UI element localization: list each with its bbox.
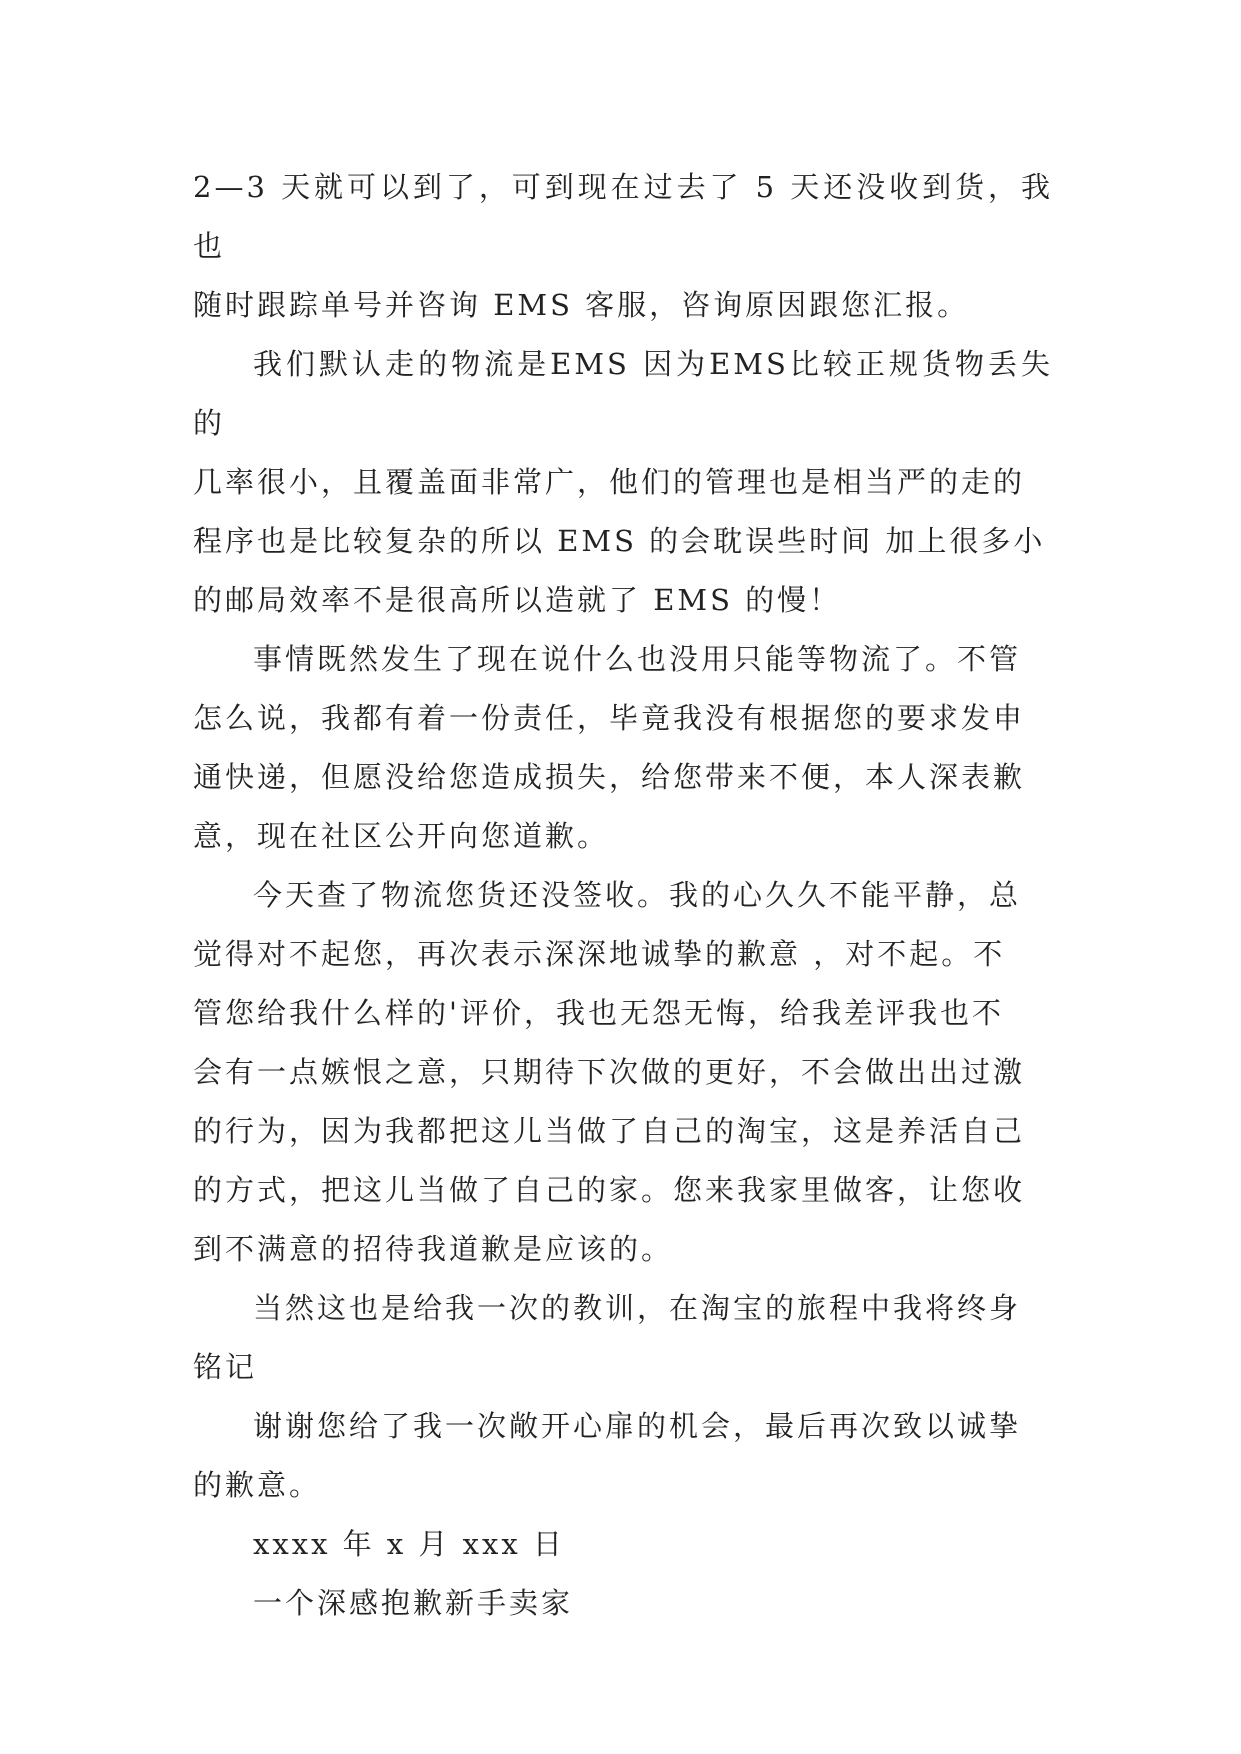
paragraph-3: 事情既然发生了现在说什么也没用只能等物流了。不管 怎么说，我都有着一份责任，毕竟我没有根据您的要求发申 通快递，但愿没给您造成损失，给您带来不便，本人深表歉 意，现在社区公开向您道歉。	[193, 642, 1026, 853]
paragraph-6: 谢谢您给了我一次敞开心扉的机会，最后再次致以诚挚 的歉意。	[193, 1409, 1022, 1502]
paragraph-5: 当然这也是给我一次的教训，在淘宝的旅程中我将终身 铭记	[193, 1291, 1022, 1384]
paragraph-4: 今天查了物流您货还没签收。我的心久久不能平静，总 觉得对不起您，再次表示深深地诚挚的歉意 ，对不起。不 管您给我什么样的'评价，我也无怨无悔，给我差评我也不 会有一点嫉恨之意，只期待下次做的更好，不会做出出过激 的行为，因为我都把这儿当做了自己的淘宝，这是养活自己 的方式，把这儿当做了自己的家。您来我家里做客，让您收 到不满意的招待我道歉是应该的。	[193, 878, 1026, 1266]
paragraph-2: 我们默认走的物流是EMS 因为EMS比较正规货物丢失的 几率很小，且覆盖面非常广，他们的管理也是相当严的走的 程序也是比较复杂的所以 EMS 的会耽误些时间 加上很多小 的邮局效率不是很高所以造就了 EMS 的慢！	[193, 347, 1053, 617]
document-body	[193, 158, 1053, 1633]
paragraph-1: 2—3 天就可以到了，可到现在过去了 5 天还没收到货，我也 随时跟踪单号并咨询 EMS 客服，咨询原因跟您汇报。	[193, 170, 1053, 322]
signature-line: 一个深感抱歉新手卖家	[253, 1586, 574, 1620]
date-line: xxxx 年 x 月 xxx 日	[253, 1527, 565, 1561]
